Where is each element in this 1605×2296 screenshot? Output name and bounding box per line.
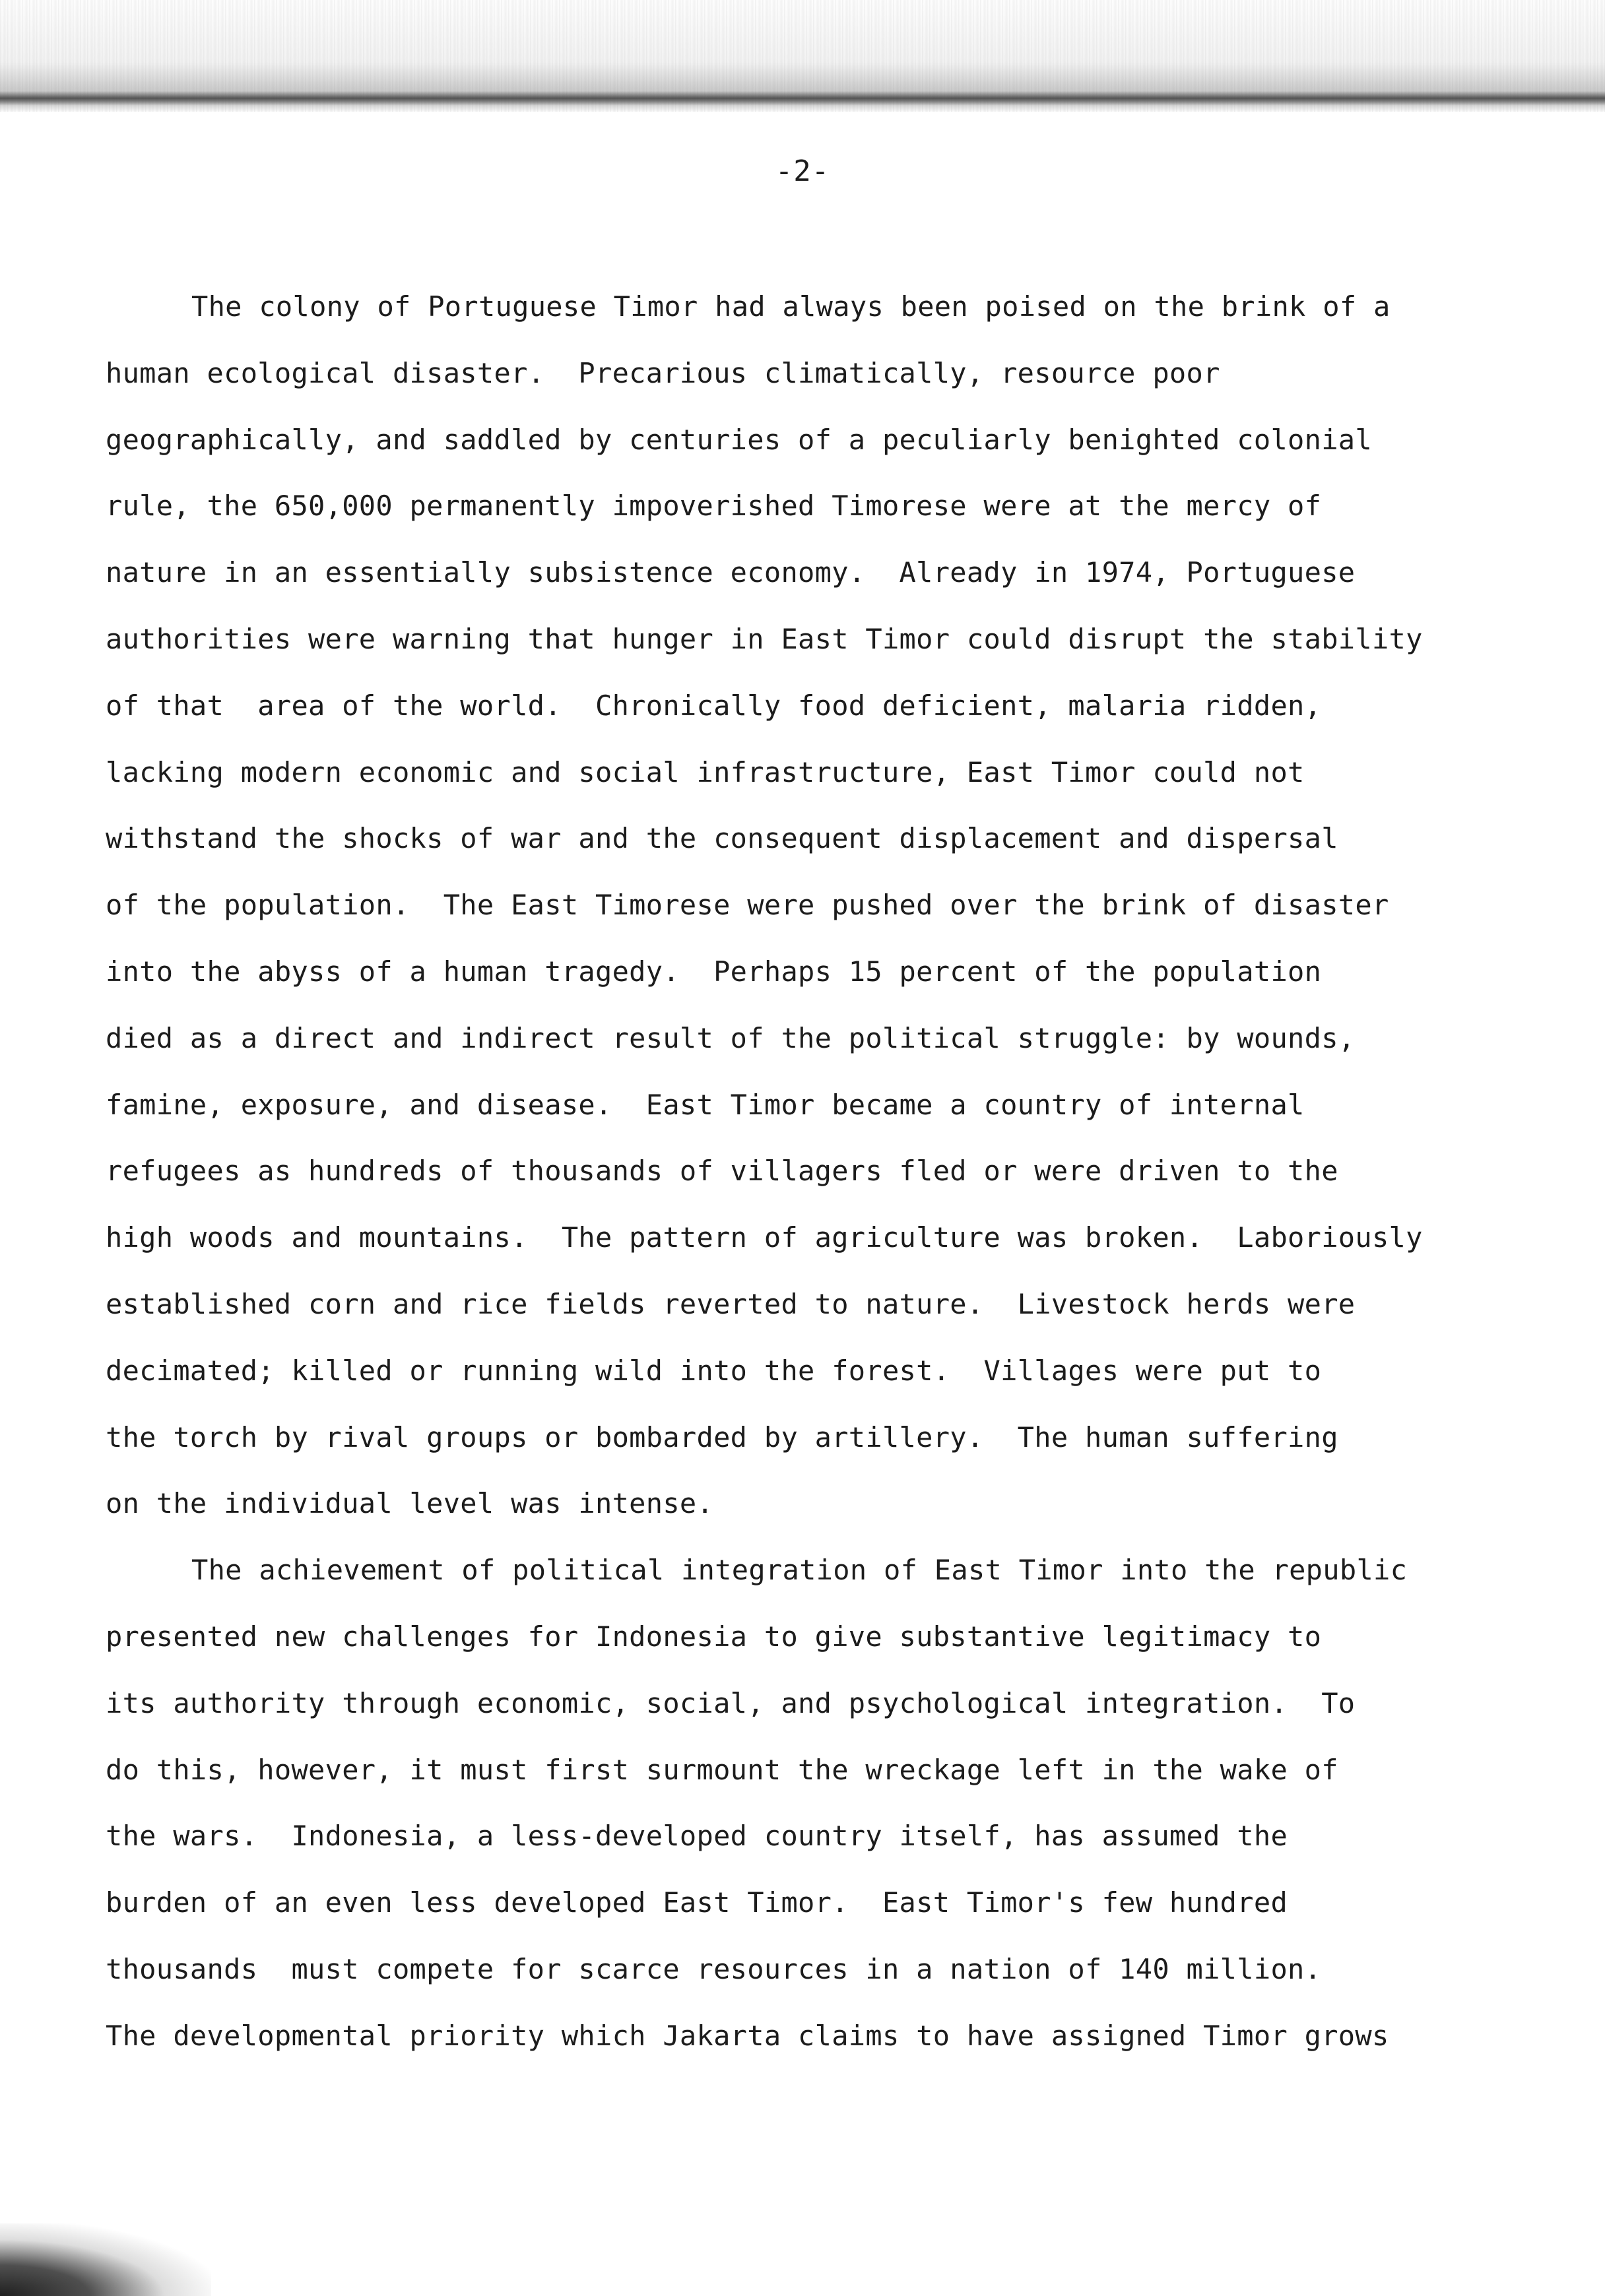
text-line: the torch by rival groups or bombarded by artillery. The human suffering	[106, 1420, 1338, 1453]
text-line: famine, exposure, and disease. East Timor became a country of internal	[106, 1088, 1305, 1121]
text-line: The developmental priority which Jakarta claims to have assigned Timor grows	[106, 2019, 1389, 2052]
text-line: its authority through economic, social, and psychological integration. To	[106, 1686, 1356, 1719]
text-line: nature in an essentially subsistence economy. Already in 1974, Portuguese	[106, 556, 1356, 589]
text-line: decimated; killed or running wild into the forest. Villages were put to	[106, 1354, 1322, 1387]
document-body	[106, 274, 1518, 2070]
page-number: -2-	[775, 154, 830, 188]
text-line: rule, the 650,000 permanently impoverished Timorese were at the mercy of	[106, 490, 1322, 523]
text-line: the wars. Indonesia, a less-developed country itself, has assumed the	[106, 1820, 1288, 1853]
text-line: The achievement of political integration of East Timor into the republic	[191, 1554, 1408, 1587]
text-line: withstand the shocks of war and the consequent displacement and dispersal	[106, 822, 1338, 855]
text-line: presented new challenges for Indonesia to give substantive legitimacy to	[106, 1620, 1322, 1653]
text-line: on the individual level was intense.	[106, 1487, 714, 1520]
text-line: thousands must compete for scarce resources in a nation of 140 million.	[106, 1952, 1322, 1985]
text-line: authorities were warning that hunger in East Timor could disrupt the stability	[106, 622, 1423, 655]
text-line: do this, however, it must first surmount the wreckage left in the wake of	[106, 1753, 1338, 1786]
text-line: burden of an even less developed East Timor. East Timor's few hundred	[106, 1886, 1288, 1919]
text-line: died as a direct and indirect result of the political struggle: by wounds,	[106, 1021, 1356, 1054]
text-line: refugees as hundreds of thousands of villagers fled or were driven to the	[106, 1155, 1338, 1188]
scan-top-edge	[0, 91, 1605, 106]
text-line: lacking modern economic and social infrastructure, East Timor could not	[106, 755, 1305, 788]
scan-bottom-corner-shadow	[0, 2223, 211, 2296]
text-line: into the abyss of a human tragedy. Perhaps 15 percent of the population	[106, 955, 1322, 988]
text-line: human ecological disaster. Precarious climatically, resource poor	[106, 356, 1220, 389]
text-line: of the population. The East Timorese were pushed over the brink of disaster	[106, 889, 1389, 922]
text-line: geographically, and saddled by centuries of a peculiarly benighted colonial	[106, 423, 1372, 456]
text-line: established corn and rice fields reverted to nature. Livestock herds were	[106, 1287, 1356, 1320]
paragraph-2	[106, 1537, 1518, 2069]
text-line: The colony of Portuguese Timor had always been poised on the brink of a	[191, 290, 1391, 323]
text-line: of that area of the world. Chronically food deficient, malaria ridden,	[106, 689, 1322, 722]
text-line: high woods and mountains. The pattern of agriculture was broken. Laboriously	[106, 1221, 1423, 1254]
paragraph-1	[106, 274, 1518, 1537]
